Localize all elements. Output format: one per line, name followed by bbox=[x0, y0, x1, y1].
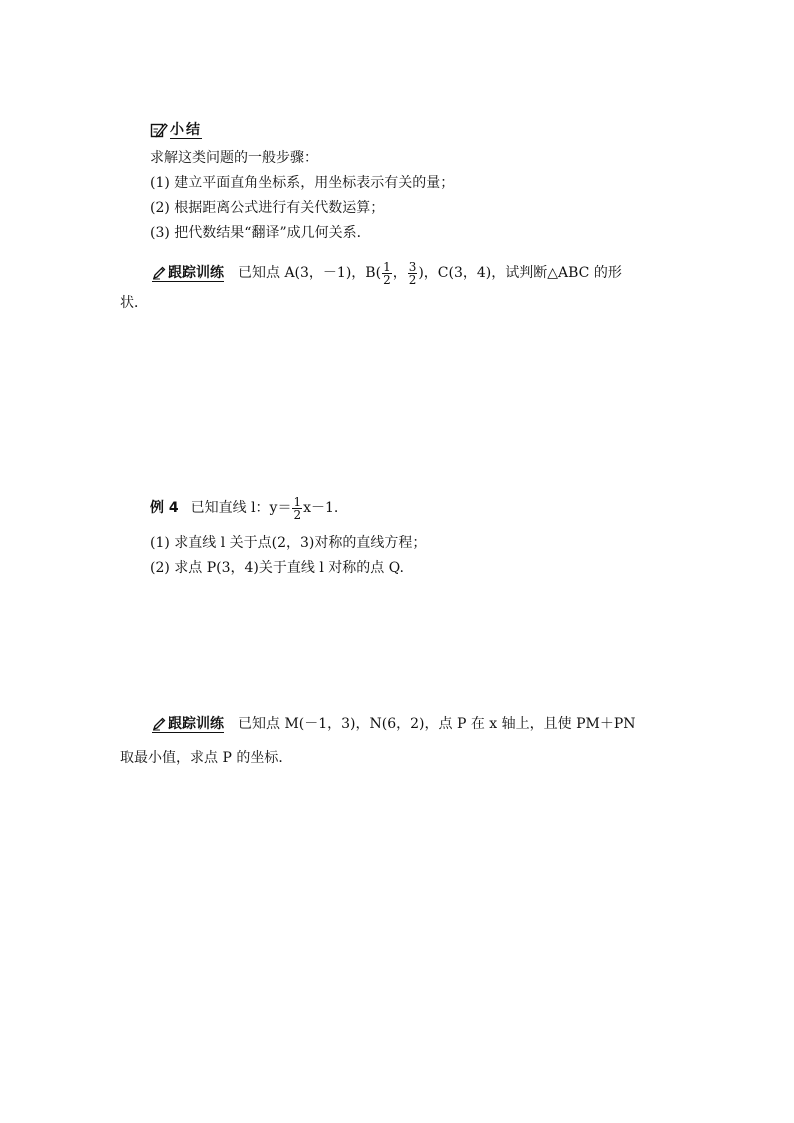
note-pencil-icon bbox=[150, 121, 168, 139]
fraction-half: $\frac{1}{2}$ bbox=[293, 494, 302, 522]
summary-step-1: (1) 建立平面直角坐标系，用坐标表示有关的量； bbox=[150, 175, 455, 191]
training2-continuation: 取最小值，求点 P 的坐标． bbox=[120, 750, 293, 766]
summary-step-3: (3) 把代数结果“翻译”成几何关系． bbox=[150, 225, 371, 241]
fraction-1: $\frac{1}{2}$ bbox=[383, 259, 391, 287]
training2-line bbox=[152, 715, 636, 733]
fraction-2: $\frac{3}{2}$ bbox=[408, 259, 417, 287]
pencil-icon bbox=[152, 717, 168, 731]
pencil-icon bbox=[152, 266, 168, 280]
summary-heading bbox=[150, 121, 202, 139]
summary-intro: 求解这类问题的一般步骤： bbox=[150, 150, 318, 166]
training1-text-pre: 已知点 A(3，－1)，B( bbox=[238, 265, 382, 281]
training1-text-post: )，C(3，4)，试判断△ABC 的形 bbox=[418, 265, 622, 281]
example4-question-2: (2) 求点 P(3，4)关于直线 l 对称的点 Q. bbox=[150, 560, 404, 576]
summary-step-2: (2) 根据距离公式进行有关代数运算； bbox=[150, 200, 385, 216]
training2-text: 已知点 M(－1，3)，N(6，2)，点 P 在 x 轴上，且使 PM＋PN bbox=[238, 716, 636, 732]
summary-heading-label: 小结 bbox=[170, 121, 202, 138]
example4-line: 例 4 已知直线 l：y＝ $\frac{1}{2}$ x－1. bbox=[150, 494, 339, 522]
example4-question-1: (1) 求直线 l 关于点(2，3)对称的直线方程； bbox=[150, 535, 427, 551]
training1-line: 跟踪训练 已知点 A(3，－1)，B( $\frac{1}{2}$ ， $\frac{3}{2}$ )，C(3，4)，试判断△ABC 的形 bbox=[152, 255, 622, 291]
training2-label: 跟踪训练 bbox=[152, 716, 224, 733]
example4-label: 例 4 bbox=[150, 500, 179, 516]
training1-label: 跟踪训练 bbox=[152, 265, 224, 282]
training1-continuation: 状． bbox=[120, 295, 148, 311]
